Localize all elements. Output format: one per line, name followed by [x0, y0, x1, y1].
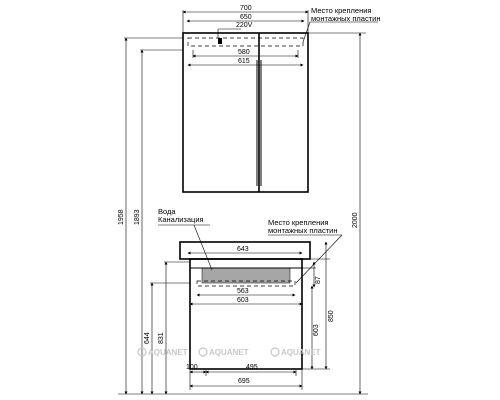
vanity-mount-note-line1: Место крепления [268, 218, 329, 227]
dim-644: 644 [144, 332, 151, 344]
dim-100: 100 [186, 364, 198, 371]
watermark-logo: AQUANET [209, 348, 249, 357]
utility-note-drain: Канализация [158, 215, 204, 224]
mirror-cabinet [183, 33, 308, 192]
dim-580: 580 [238, 49, 250, 56]
mirror-mount-note-line2: монтажных пластин [311, 14, 381, 23]
dim-87: 87 [315, 276, 322, 284]
dim-603-vertical: 603 [313, 324, 320, 336]
mirror-dimensions [183, 5, 381, 65]
mirror-outline [183, 33, 308, 192]
dim-2000: 2000 [352, 212, 359, 228]
power-outlet-mark [218, 38, 222, 44]
voltage-label: 220V [236, 22, 253, 29]
mirror-mount-plate [188, 38, 303, 46]
mirror-mount-note-line1: Место крепления [311, 6, 372, 15]
dim-643: 643 [237, 246, 249, 253]
watermarks [138, 348, 321, 357]
overall-vertical-dimensions [118, 33, 368, 394]
watermark-logo: AQUANET [148, 348, 188, 357]
vanity-dimensions [158, 207, 342, 390]
dim-831: 831 [158, 332, 165, 344]
dim-650: 650 [240, 14, 252, 21]
dim-700: 700 [240, 5, 252, 12]
dim-615: 615 [238, 58, 250, 65]
dim-603: 603 [237, 297, 249, 304]
watermark-logo: AQUANET [281, 348, 321, 357]
dim-495: 495 [246, 364, 258, 371]
dim-850: 850 [328, 310, 335, 322]
dim-695: 695 [238, 378, 250, 385]
dim-563: 563 [237, 288, 249, 295]
vanity-mount-note-line2: монтажных пластин [268, 226, 338, 235]
dim-1893: 1893 [134, 209, 141, 225]
utility-note-water: Вода [158, 207, 176, 216]
dim-1958: 1958 [118, 209, 125, 225]
